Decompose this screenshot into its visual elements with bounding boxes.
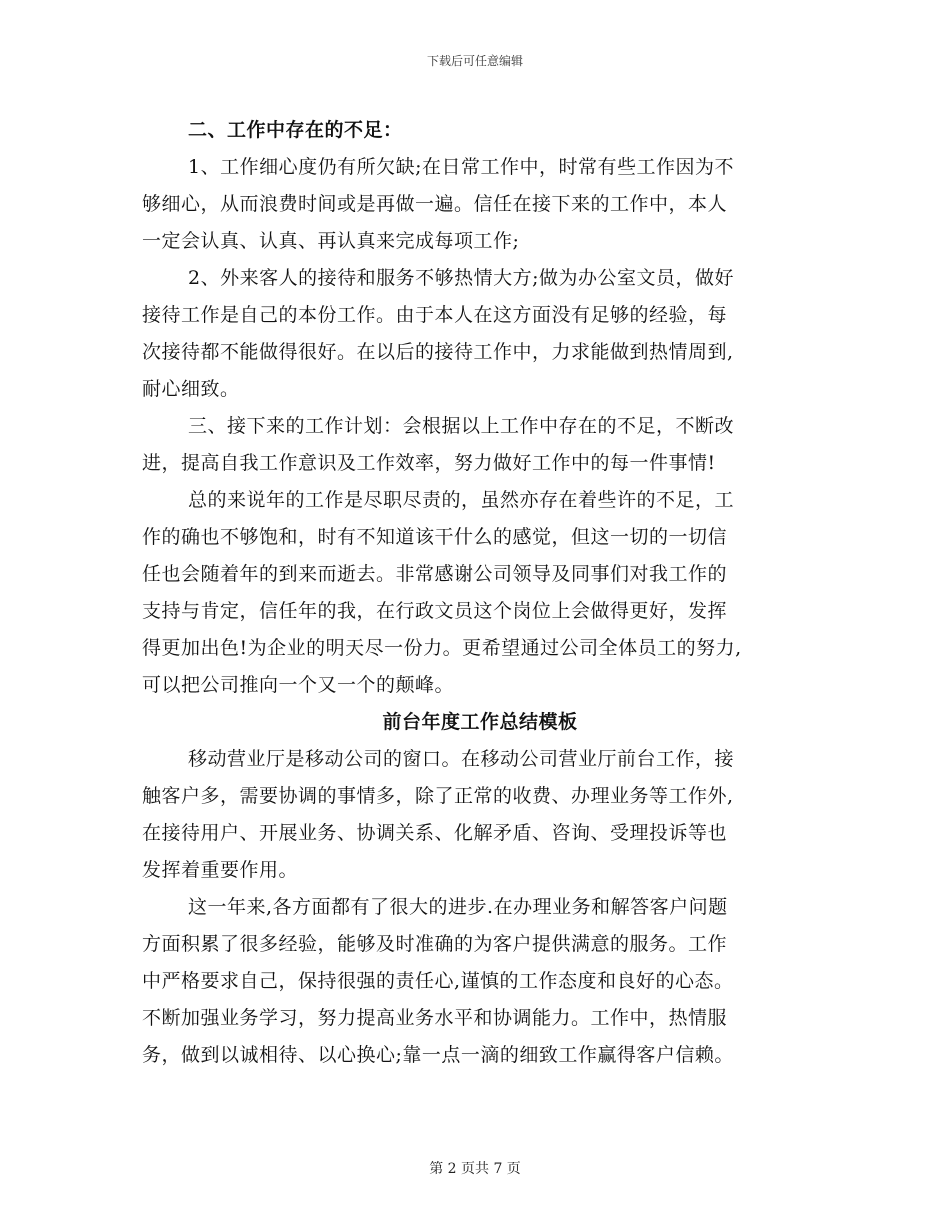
text-line: 务，做到以诚相待、以心换心;靠一点一滴的细致工作赢得客户信赖。 — [142, 1044, 734, 1066]
text-line: 发挥着重要作用。 — [142, 859, 299, 881]
text-line: 次接待都不能做得很好。在以后的接待工作中，力求能做到热情周到, — [142, 341, 734, 363]
text-line: 够细心，从而浪费时间或是再做一遍。信任在接下来的工作中，本人 — [142, 193, 728, 215]
text-line: 可以把公司推向一个又一个的颠峰。 — [142, 674, 455, 696]
text-line: 不断加强业务学习，努力提高业务水平和协调能力。工作中，热情服 — [142, 1007, 728, 1029]
text-line: 方面积累了很多经验，能够及时准确的为客户提供满意的服务。工作 — [142, 933, 728, 955]
text-line: 任也会随着年的到来而逝去。非常感谢公司领导及同事们对我工作的 — [142, 563, 728, 585]
text-line: 一定会认真、认真、再认真来完成每项工作; — [142, 230, 520, 252]
text-line: 触客户多，需要协调的事情多，除了正常的收费、办理业务等工作外, — [142, 785, 734, 807]
text-line: 耐心细致。 — [142, 378, 240, 400]
text-line: 总的来说年的工作是尽职尽责的，虽然亦存在着些许的不足，工 — [188, 489, 735, 511]
text-line: 中严格要求自己，保持很强的责任心,谨慎的工作态度和良好的心态。 — [142, 970, 734, 992]
page-header: 下载后可任意编辑 — [426, 54, 523, 68]
text-line: 进，提高自我工作意识及工作效率，努力做好工作中的每一件事情! — [142, 452, 716, 474]
text-line: 1、工作细心度仍有所欠缺;在日常工作中，时常有些工作因为不 — [188, 156, 734, 178]
text-line: 支持与肯定，信任年的我，在行政文员这个岗位上会做得更好，发挥 — [142, 600, 728, 622]
section-heading: 二、工作中存在的不足： — [188, 119, 403, 141]
text-line: 得更加出色!为企业的明天尽一份力。更希望通过公司全体员工的努力, — [142, 637, 742, 659]
document-body — [142, 112, 818, 1074]
text-line: 移动营业厅是移动公司的窗口。在移动公司营业厅前台工作，接 — [188, 748, 735, 770]
text-line: 这一年来,各方面都有了很大的进步.在办理业务和解答客户问题 — [188, 896, 728, 918]
text-line: 作的确也不够饱和，时有不知道该干什么的感觉，但这一切的一切信 — [142, 526, 728, 548]
text-line: 三、接下来的工作计划：会根据以上工作中存在的不足，不断改 — [188, 415, 735, 437]
text-line: 在接待用户、开展业务、协调关系、化解矛盾、咨询、受理投诉等也 — [142, 822, 728, 844]
section-title: 前台年度工作总结模板 — [382, 711, 578, 733]
text-line: 接待工作是自己的本份工作。由于本人在这方面没有足够的经验，每 — [142, 304, 728, 326]
page-footer: 第 2 页共 7 页 — [429, 1161, 521, 1177]
text-line: 2、外来客人的接待和服务不够热情大方;做为办公室文员，做好 — [188, 267, 734, 289]
